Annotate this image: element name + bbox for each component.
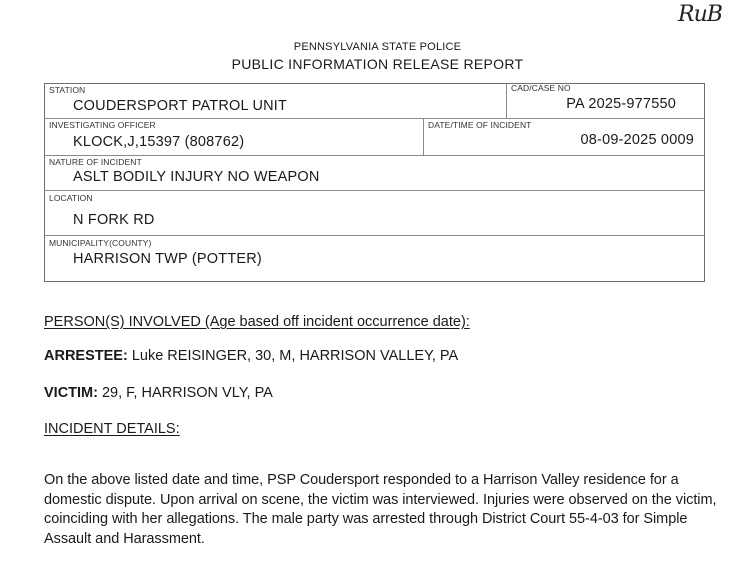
form-row-location <box>45 191 704 236</box>
victim-value: 29, F, HARRISON VLY, PA <box>97 385 273 401</box>
form-row-municipality <box>45 236 704 281</box>
datetime-label: DATE/TIME OF INCIDENT <box>428 120 532 130</box>
municipality-label: MUNICIPALITY(COUNTY) <box>49 238 152 248</box>
officer-cell <box>45 119 423 155</box>
case-label: CAD/CASE NO <box>511 83 571 93</box>
report-title: PUBLIC INFORMATION RELEASE REPORT <box>231 56 524 72</box>
details-heading: INCIDENT DETAILS: <box>44 421 180 437</box>
victim-line <box>44 385 273 401</box>
datetime-value: 08-09-2025 0009 <box>580 132 694 148</box>
incident-narrative: On the above listed date and time, PSP Coudersport responded to a Harrison Valley residence for a domestic dispute. Upon arrival on scene, the victim was interviewed. Injuries were observed on the victim, coinciding with her allegations. The male party was arrested through District Court 55-4-03 for Simple Assault and Harassment. <box>44 472 717 547</box>
location-label: LOCATION <box>49 193 93 203</box>
victim-label: VICTIM: <box>44 385 98 401</box>
station-label: STATION <box>49 85 86 95</box>
officer-value: KLOCK,J,15397 (808762) <box>73 134 245 150</box>
municipality-value: HARRISON TWP (POTTER) <box>73 251 262 267</box>
station-value: COUDERSPORT PATROL UNIT <box>73 98 288 114</box>
case-value: PA 2025-977550 <box>566 96 676 112</box>
incident-form <box>44 83 705 282</box>
arrestee-line <box>44 348 458 364</box>
nature-value: ASLT BODILY INJURY NO WEAPON <box>73 169 320 185</box>
nature-label: NATURE OF INCIDENT <box>49 157 142 167</box>
form-row-station <box>45 84 704 119</box>
case-cell <box>506 84 704 118</box>
form-row-officer <box>45 119 704 156</box>
officer-label: INVESTIGATING OFFICER <box>49 120 156 130</box>
agency-name: PENNSYLVANIA STATE POLICE <box>293 41 462 53</box>
datetime-cell <box>423 119 704 155</box>
station-cell <box>45 84 506 118</box>
persons-heading: PERSON(S) INVOLVED (Age based off incident occurrence date): <box>44 314 470 330</box>
form-row-nature <box>45 156 704 191</box>
location-value: N FORK RD <box>73 212 155 228</box>
handwritten-initials: RuB <box>678 2 722 27</box>
arrestee-value: Luke REISINGER, 30, M, HARRISON VALLEY, PA <box>127 348 459 364</box>
arrestee-label: ARRESTEE: <box>44 348 128 364</box>
